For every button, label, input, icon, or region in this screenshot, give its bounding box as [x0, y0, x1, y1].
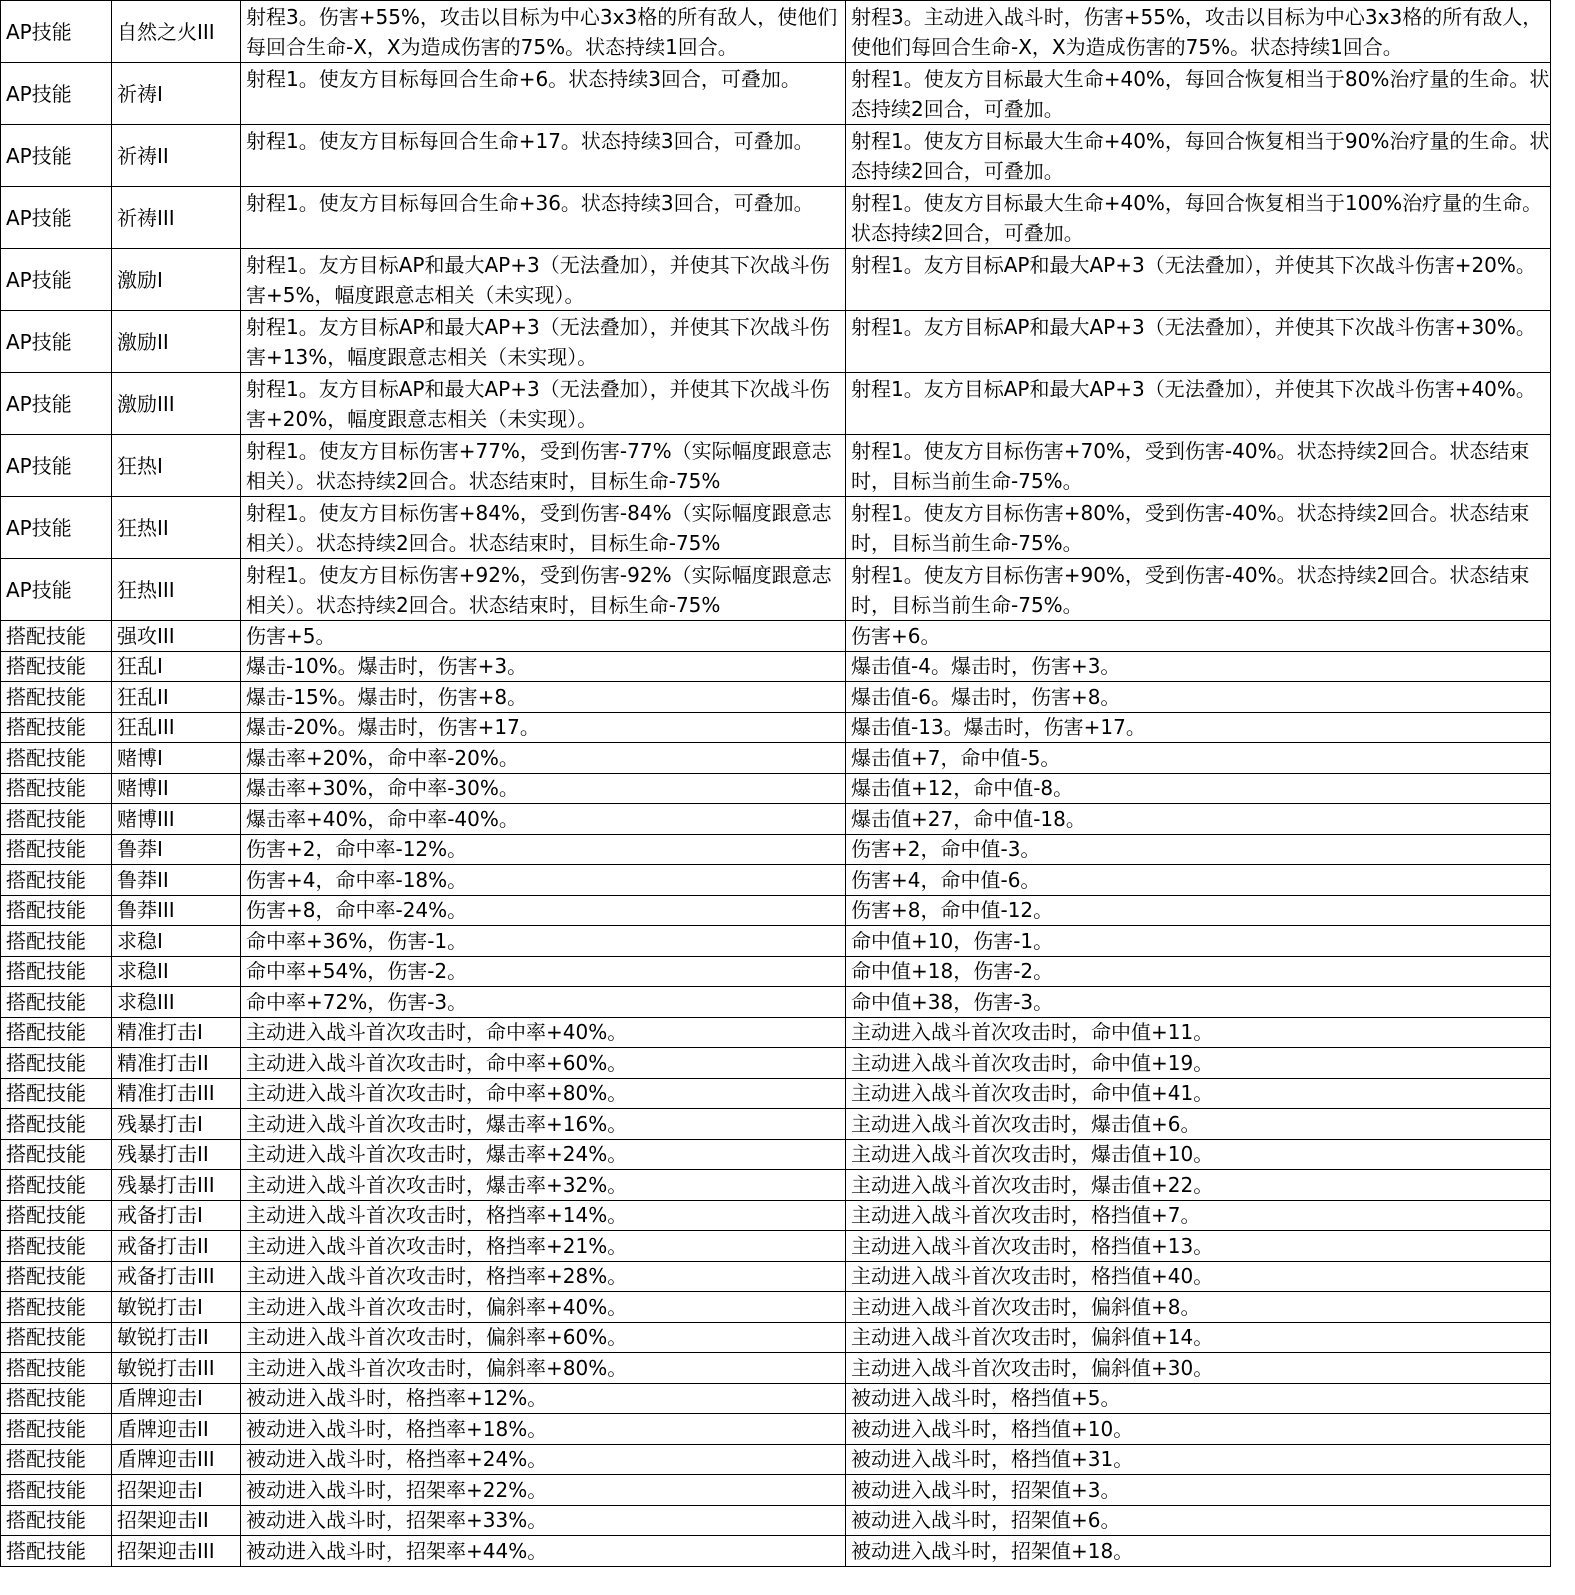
- table-row: [1, 621, 1551, 652]
- new-effect-cell: 被动进入战斗时，格挡值+31。: [846, 1444, 1551, 1475]
- table-row: [1, 63, 1551, 125]
- table-row: [1, 834, 1551, 865]
- old-effect-cell: 射程1。使友方目标伤害+84%，受到伤害-84%（实际幅度跟意志相关）。状态持续2回合。状态结束时，目标生命-75%: [241, 497, 846, 559]
- skill-name-cell: 敏锐打击III: [112, 1353, 241, 1384]
- new-effect-cell: 命中值+38，伤害-3。: [846, 987, 1551, 1018]
- table-row: [1, 1475, 1551, 1506]
- old-effect-cell: 爆击-20%。爆击时，伤害+17。: [241, 712, 846, 743]
- old-effect-cell: 主动进入战斗首次攻击时，偏斜率+40%。: [241, 1292, 846, 1323]
- skill-type-cell: AP技能: [1, 249, 112, 311]
- new-effect-cell: 被动进入战斗时，格挡值+5。: [846, 1383, 1551, 1414]
- old-effect-cell: 主动进入战斗首次攻击时，格挡率+28%。: [241, 1261, 846, 1292]
- new-effect-cell: 射程1。友方目标AP和最大AP+3（无法叠加），并使其下次战斗伤害+40%。: [846, 373, 1551, 435]
- old-effect-cell: 命中率+54%，伤害-2。: [241, 956, 846, 987]
- new-effect-cell: 射程1。使友方目标最大生命+40%，每回合恢复相当于100%治疗量的生命。状态持续2回合，可叠加。: [846, 187, 1551, 249]
- skill-name-cell: 鲁莽I: [112, 834, 241, 865]
- new-effect-cell: 主动进入战斗首次攻击时，命中值+19。: [846, 1048, 1551, 1079]
- skill-type-cell: 搭配技能: [1, 1261, 112, 1292]
- table-body: [1, 1, 1551, 1567]
- new-effect-cell: 爆击值+27，命中值-18。: [846, 804, 1551, 835]
- new-effect-cell: 被动进入战斗时，招架值+3。: [846, 1475, 1551, 1506]
- skill-type-cell: 搭配技能: [1, 956, 112, 987]
- table-row: [1, 773, 1551, 804]
- skill-name-cell: 赌博I: [112, 743, 241, 774]
- skill-type-cell: 搭配技能: [1, 1231, 112, 1262]
- old-effect-cell: 主动进入战斗首次攻击时，爆击率+24%。: [241, 1139, 846, 1170]
- skill-name-cell: 祈祷II: [112, 125, 241, 187]
- skill-name-cell: 狂乱II: [112, 682, 241, 713]
- skill-type-cell: 搭配技能: [1, 987, 112, 1018]
- new-effect-cell: 射程1。使友方目标伤害+80%，受到伤害-40%。状态持续2回合。状态结束时，目标当前生命-75%。: [846, 497, 1551, 559]
- skill-type-cell: AP技能: [1, 311, 112, 373]
- skill-type-cell: 搭配技能: [1, 834, 112, 865]
- skill-type-cell: AP技能: [1, 559, 112, 621]
- skill-type-cell: AP技能: [1, 373, 112, 435]
- new-effect-cell: 被动进入战斗时，招架值+6。: [846, 1505, 1551, 1536]
- new-effect-cell: 主动进入战斗首次攻击时，格挡值+40。: [846, 1261, 1551, 1292]
- table-row: [1, 1505, 1551, 1536]
- old-effect-cell: 射程3。伤害+55%，攻击以目标为中心3x3格的所有敌人，使他们每回合生命-X，X为造成伤害的75%。状态持续1回合。: [241, 1, 846, 63]
- skill-name-cell: 求稳I: [112, 926, 241, 957]
- skill-name-cell: 求稳III: [112, 987, 241, 1018]
- new-effect-cell: 被动进入战斗时，格挡值+10。: [846, 1414, 1551, 1445]
- old-effect-cell: 被动进入战斗时，格挡率+12%。: [241, 1383, 846, 1414]
- table-row: [1, 373, 1551, 435]
- old-effect-cell: 命中率+72%，伤害-3。: [241, 987, 846, 1018]
- skill-name-cell: 敏锐打击II: [112, 1322, 241, 1353]
- skill-name-cell: 戒备打击III: [112, 1261, 241, 1292]
- new-effect-cell: 爆击值+7，命中值-5。: [846, 743, 1551, 774]
- new-effect-cell: 主动进入战斗首次攻击时，爆击值+6。: [846, 1109, 1551, 1140]
- skill-name-cell: 残暴打击II: [112, 1139, 241, 1170]
- table-row: [1, 435, 1551, 497]
- new-effect-cell: 命中值+10，伤害-1。: [846, 926, 1551, 957]
- skill-name-cell: 自然之火III: [112, 1, 241, 63]
- skill-type-cell: 搭配技能: [1, 1048, 112, 1079]
- skill-type-cell: 搭配技能: [1, 1017, 112, 1048]
- table-row: [1, 956, 1551, 987]
- old-effect-cell: 爆击率+20%，命中率-20%。: [241, 743, 846, 774]
- skill-name-cell: 强攻III: [112, 621, 241, 652]
- skill-type-cell: 搭配技能: [1, 712, 112, 743]
- old-effect-cell: 主动进入战斗首次攻击时，命中率+40%。: [241, 1017, 846, 1048]
- old-effect-cell: 被动进入战斗时，格挡率+24%。: [241, 1444, 846, 1475]
- skill-name-cell: 激励III: [112, 373, 241, 435]
- new-effect-cell: 射程1。使友方目标伤害+70%，受到伤害-40%。状态持续2回合。状态结束时，目标当前生命-75%。: [846, 435, 1551, 497]
- old-effect-cell: 射程1。友方目标AP和最大AP+3（无法叠加），并使其下次战斗伤害+20%，幅度跟意志相关（未实现）。: [241, 373, 846, 435]
- old-effect-cell: 射程1。使友方目标每回合生命+36。状态持续3回合，可叠加。: [241, 187, 846, 249]
- skill-name-cell: 赌博III: [112, 804, 241, 835]
- table-row: [1, 651, 1551, 682]
- skill-type-cell: 搭配技能: [1, 651, 112, 682]
- old-effect-cell: 主动进入战斗首次攻击时，命中率+60%。: [241, 1048, 846, 1079]
- new-effect-cell: 主动进入战斗首次攻击时，格挡值+7。: [846, 1200, 1551, 1231]
- old-effect-cell: 射程1。友方目标AP和最大AP+3（无法叠加），并使其下次战斗伤害+13%，幅度跟意志相关（未实现）。: [241, 311, 846, 373]
- skill-type-cell: 搭配技能: [1, 1078, 112, 1109]
- old-effect-cell: 主动进入战斗首次攻击时，格挡率+21%。: [241, 1231, 846, 1262]
- table-row: [1, 1048, 1551, 1079]
- old-effect-cell: 主动进入战斗首次攻击时，爆击率+16%。: [241, 1109, 846, 1140]
- skill-name-cell: 戒备打击II: [112, 1231, 241, 1262]
- skill-type-cell: 搭配技能: [1, 1353, 112, 1384]
- skill-type-cell: 搭配技能: [1, 804, 112, 835]
- new-effect-cell: 主动进入战斗首次攻击时，爆击值+22。: [846, 1170, 1551, 1201]
- table-row: [1, 1109, 1551, 1140]
- table-row: [1, 1292, 1551, 1323]
- old-effect-cell: 射程1。使友方目标每回合生命+17。状态持续3回合，可叠加。: [241, 125, 846, 187]
- skill-name-cell: 祈祷I: [112, 63, 241, 125]
- skill-type-cell: 搭配技能: [1, 1414, 112, 1445]
- skill-name-cell: 盾牌迎击III: [112, 1444, 241, 1475]
- old-effect-cell: 主动进入战斗首次攻击时，爆击率+32%。: [241, 1170, 846, 1201]
- table-row: [1, 682, 1551, 713]
- table-row: [1, 1322, 1551, 1353]
- new-effect-cell: 射程1。友方目标AP和最大AP+3（无法叠加），并使其下次战斗伤害+30%。: [846, 311, 1551, 373]
- table-row: [1, 743, 1551, 774]
- new-effect-cell: 爆击值-4。爆击时，伤害+3。: [846, 651, 1551, 682]
- old-effect-cell: 被动进入战斗时，格挡率+18%。: [241, 1414, 846, 1445]
- old-effect-cell: 爆击率+30%，命中率-30%。: [241, 773, 846, 804]
- skill-type-cell: 搭配技能: [1, 1536, 112, 1567]
- skill-name-cell: 狂乱I: [112, 651, 241, 682]
- old-effect-cell: 射程1。使友方目标每回合生命+6。状态持续3回合，可叠加。: [241, 63, 846, 125]
- old-effect-cell: 主动进入战斗首次攻击时，命中率+80%。: [241, 1078, 846, 1109]
- skill-type-cell: 搭配技能: [1, 621, 112, 652]
- table-row: [1, 1231, 1551, 1262]
- skill-type-cell: 搭配技能: [1, 1505, 112, 1536]
- skill-type-cell: 搭配技能: [1, 773, 112, 804]
- skill-name-cell: 残暴打击I: [112, 1109, 241, 1140]
- skill-name-cell: 狂热I: [112, 435, 241, 497]
- new-effect-cell: 伤害+8，命中值-12。: [846, 895, 1551, 926]
- table-row: [1, 1261, 1551, 1292]
- skill-type-cell: 搭配技能: [1, 1475, 112, 1506]
- table-row: [1, 1170, 1551, 1201]
- new-effect-cell: 被动进入战斗时，招架值+18。: [846, 1536, 1551, 1567]
- skill-type-cell: AP技能: [1, 125, 112, 187]
- skill-name-cell: 求稳II: [112, 956, 241, 987]
- old-effect-cell: 被动进入战斗时，招架率+44%。: [241, 1536, 846, 1567]
- old-effect-cell: 伤害+5。: [241, 621, 846, 652]
- skill-type-cell: AP技能: [1, 497, 112, 559]
- skill-name-cell: 招架迎击I: [112, 1475, 241, 1506]
- new-effect-cell: 射程1。使友方目标最大生命+40%，每回合恢复相当于80%治疗量的生命。状态持续2回合，可叠加。: [846, 63, 1551, 125]
- old-effect-cell: 主动进入战斗首次攻击时，格挡率+14%。: [241, 1200, 846, 1231]
- table-row: [1, 1200, 1551, 1231]
- old-effect-cell: 伤害+8，命中率-24%。: [241, 895, 846, 926]
- skill-name-cell: 赌博II: [112, 773, 241, 804]
- old-effect-cell: 射程1。友方目标AP和最大AP+3（无法叠加），并使其下次战斗伤害+5%，幅度跟意志相关（未实现）。: [241, 249, 846, 311]
- new-effect-cell: 主动进入战斗首次攻击时，偏斜值+14。: [846, 1322, 1551, 1353]
- skill-type-cell: AP技能: [1, 187, 112, 249]
- old-effect-cell: 射程1。使友方目标伤害+77%，受到伤害-77%（实际幅度跟意志相关）。状态持续2回合。状态结束时，目标生命-75%: [241, 435, 846, 497]
- skill-name-cell: 盾牌迎击II: [112, 1414, 241, 1445]
- new-effect-cell: 射程1。使友方目标伤害+90%，受到伤害-40%。状态持续2回合。状态结束时，目标当前生命-75%。: [846, 559, 1551, 621]
- old-effect-cell: 伤害+4，命中率-18%。: [241, 865, 846, 896]
- skill-name-cell: 残暴打击III: [112, 1170, 241, 1201]
- old-effect-cell: 爆击-10%。爆击时，伤害+3。: [241, 651, 846, 682]
- new-effect-cell: 主动进入战斗首次攻击时，格挡值+13。: [846, 1231, 1551, 1262]
- table-row: [1, 1017, 1551, 1048]
- table-row: [1, 1, 1551, 63]
- skill-type-cell: AP技能: [1, 1, 112, 63]
- table-row: [1, 311, 1551, 373]
- skill-name-cell: 鲁莽II: [112, 865, 241, 896]
- skill-type-cell: 搭配技能: [1, 1170, 112, 1201]
- table-row: [1, 1414, 1551, 1445]
- new-effect-cell: 爆击值-6。爆击时，伤害+8。: [846, 682, 1551, 713]
- skill-name-cell: 招架迎击III: [112, 1536, 241, 1567]
- old-effect-cell: 爆击率+40%，命中率-40%。: [241, 804, 846, 835]
- skill-type-cell: 搭配技能: [1, 1109, 112, 1140]
- skill-name-cell: 激励II: [112, 311, 241, 373]
- skill-type-cell: AP技能: [1, 435, 112, 497]
- skill-name-cell: 精准打击I: [112, 1017, 241, 1048]
- skill-name-cell: 激励I: [112, 249, 241, 311]
- skill-name-cell: 狂乱III: [112, 712, 241, 743]
- new-effect-cell: 射程1。使友方目标最大生命+40%，每回合恢复相当于90%治疗量的生命。状态持续2回合，可叠加。: [846, 125, 1551, 187]
- new-effect-cell: 主动进入战斗首次攻击时，偏斜值+30。: [846, 1353, 1551, 1384]
- table-row: [1, 497, 1551, 559]
- skill-name-cell: 精准打击III: [112, 1078, 241, 1109]
- new-effect-cell: 主动进入战斗首次攻击时，命中值+11。: [846, 1017, 1551, 1048]
- table-row: [1, 1139, 1551, 1170]
- skill-type-cell: 搭配技能: [1, 926, 112, 957]
- new-effect-cell: 伤害+6。: [846, 621, 1551, 652]
- new-effect-cell: 主动进入战斗首次攻击时，爆击值+10。: [846, 1139, 1551, 1170]
- old-effect-cell: 射程1。使友方目标伤害+92%，受到伤害-92%（实际幅度跟意志相关）。状态持续2回合。状态结束时，目标生命-75%: [241, 559, 846, 621]
- old-effect-cell: 主动进入战斗首次攻击时，偏斜率+60%。: [241, 1322, 846, 1353]
- skill-type-cell: 搭配技能: [1, 895, 112, 926]
- table-row: [1, 865, 1551, 896]
- old-effect-cell: 被动进入战斗时，招架率+22%。: [241, 1475, 846, 1506]
- table-row: [1, 187, 1551, 249]
- new-effect-cell: 射程3。主动进入战斗时，伤害+55%，攻击以目标为中心3x3格的所有敌人，使他们每回合生命-X，X为造成伤害的75%。状态持续1回合。: [846, 1, 1551, 63]
- skill-type-cell: 搭配技能: [1, 1200, 112, 1231]
- skill-name-cell: 狂热III: [112, 559, 241, 621]
- new-effect-cell: 命中值+18，伤害-2。: [846, 956, 1551, 987]
- table-row: [1, 1383, 1551, 1414]
- table-row: [1, 987, 1551, 1018]
- skill-name-cell: 狂热II: [112, 497, 241, 559]
- table-row: [1, 804, 1551, 835]
- old-effect-cell: 伤害+2，命中率-12%。: [241, 834, 846, 865]
- old-effect-cell: 被动进入战斗时，招架率+33%。: [241, 1505, 846, 1536]
- skill-type-cell: 搭配技能: [1, 1322, 112, 1353]
- new-effect-cell: 射程1。友方目标AP和最大AP+3（无法叠加），并使其下次战斗伤害+20%。: [846, 249, 1551, 311]
- skill-name-cell: 祈祷III: [112, 187, 241, 249]
- skill-type-cell: AP技能: [1, 63, 112, 125]
- skill-name-cell: 盾牌迎击I: [112, 1383, 241, 1414]
- new-effect-cell: 主动进入战斗首次攻击时，偏斜值+8。: [846, 1292, 1551, 1323]
- table-row: [1, 895, 1551, 926]
- table-row: [1, 712, 1551, 743]
- skill-name-cell: 敏锐打击I: [112, 1292, 241, 1323]
- skill-type-cell: 搭配技能: [1, 1139, 112, 1170]
- skill-type-cell: 搭配技能: [1, 743, 112, 774]
- skill-name-cell: 精准打击II: [112, 1048, 241, 1079]
- skill-type-cell: 搭配技能: [1, 1383, 112, 1414]
- old-effect-cell: 主动进入战斗首次攻击时，偏斜率+80%。: [241, 1353, 846, 1384]
- new-effect-cell: 伤害+4，命中值-6。: [846, 865, 1551, 896]
- skill-name-cell: 招架迎击II: [112, 1505, 241, 1536]
- table-row: [1, 1444, 1551, 1475]
- skill-type-cell: 搭配技能: [1, 1444, 112, 1475]
- skill-name-cell: 鲁莽III: [112, 895, 241, 926]
- skill-type-cell: 搭配技能: [1, 1292, 112, 1323]
- old-effect-cell: 爆击-15%。爆击时，伤害+8。: [241, 682, 846, 713]
- new-effect-cell: 爆击值-13。爆击时，伤害+17。: [846, 712, 1551, 743]
- table-row: [1, 926, 1551, 957]
- new-effect-cell: 爆击值+12，命中值-8。: [846, 773, 1551, 804]
- table-row: [1, 125, 1551, 187]
- skill-type-cell: 搭配技能: [1, 682, 112, 713]
- table-row: [1, 249, 1551, 311]
- skill-name-cell: 戒备打击I: [112, 1200, 241, 1231]
- old-effect-cell: 命中率+36%，伤害-1。: [241, 926, 846, 957]
- table-row: [1, 1353, 1551, 1384]
- new-effect-cell: 主动进入战斗首次攻击时，命中值+41。: [846, 1078, 1551, 1109]
- new-effect-cell: 伤害+2，命中值-3。: [846, 834, 1551, 865]
- table-row: [1, 559, 1551, 621]
- table-row: [1, 1078, 1551, 1109]
- skill-type-cell: 搭配技能: [1, 865, 112, 896]
- table-row: [1, 1536, 1551, 1567]
